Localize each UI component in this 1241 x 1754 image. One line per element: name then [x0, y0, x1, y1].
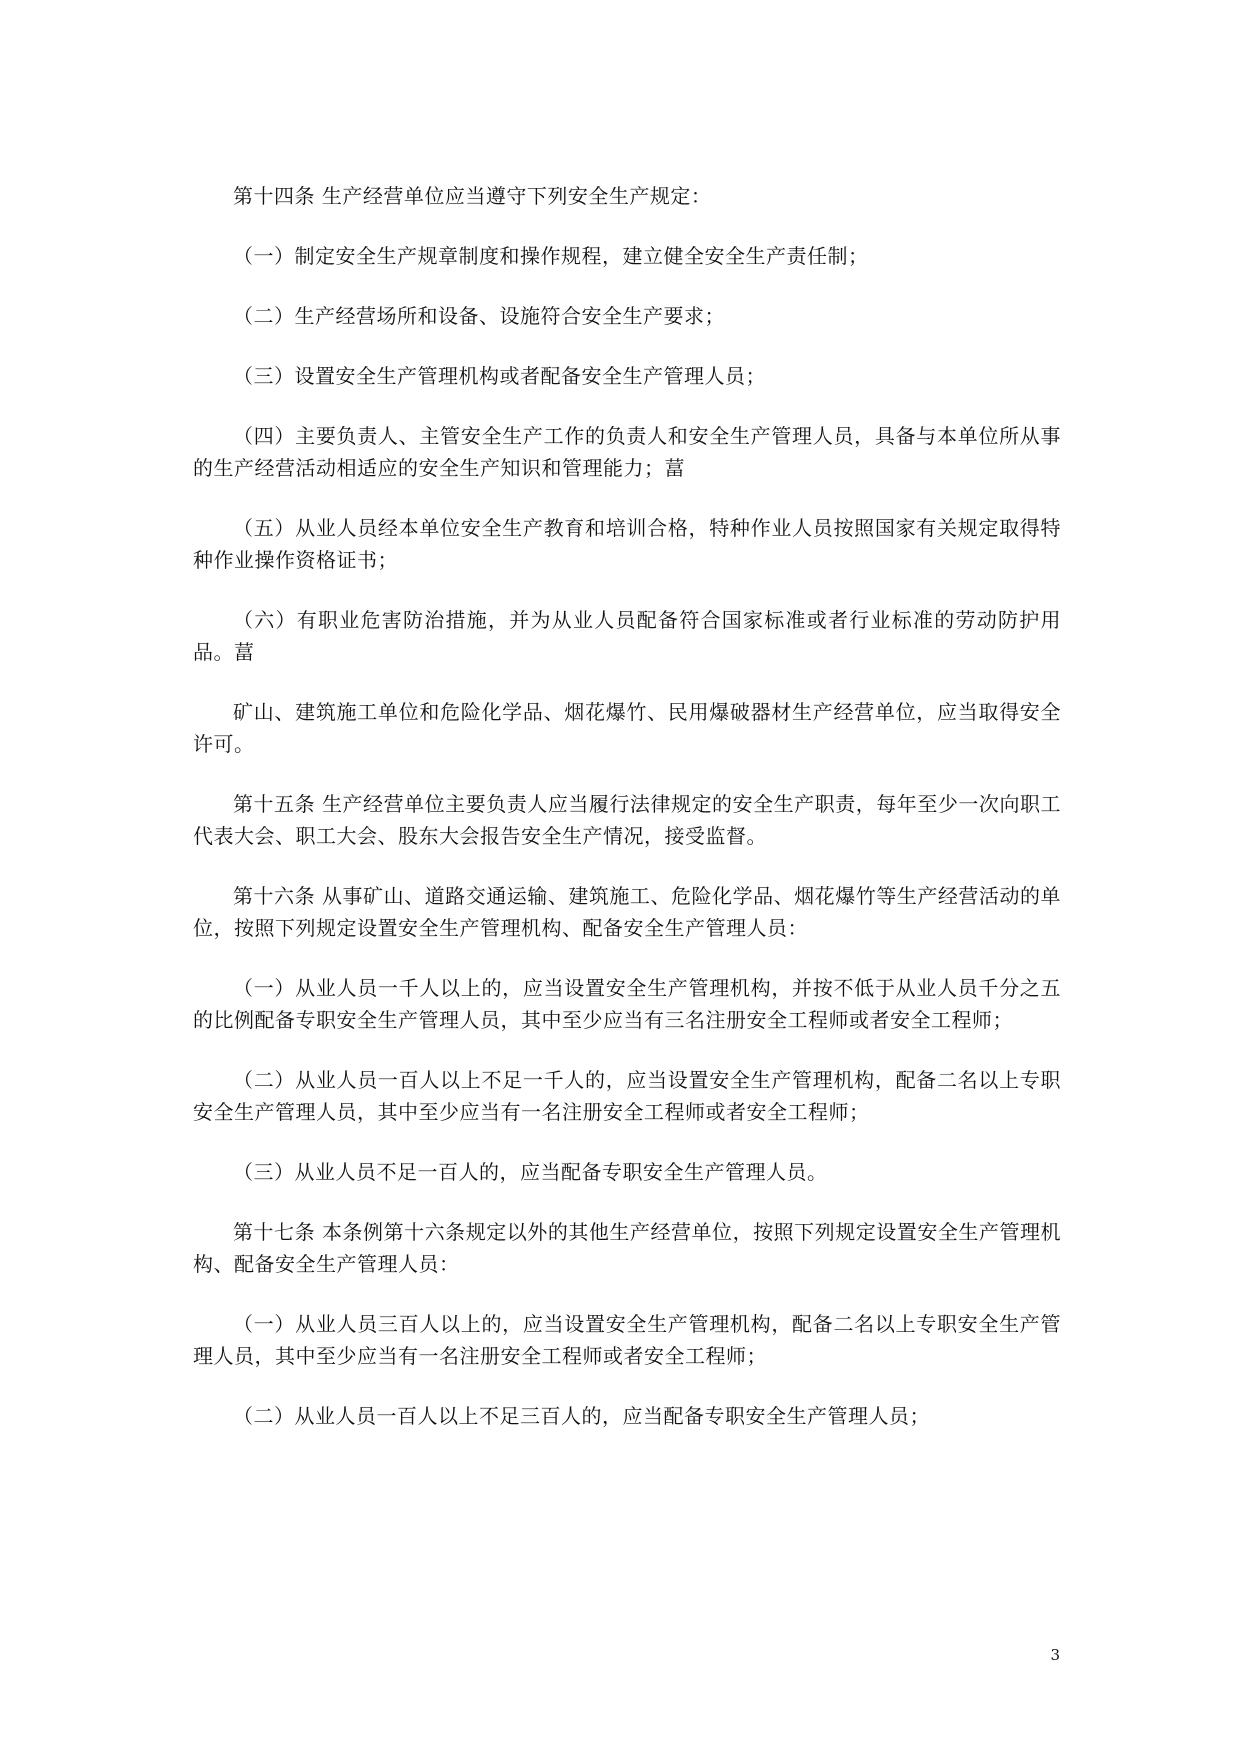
article-14-heading: 第十四条 生产经营单位应当遵守下列安全生产规定： — [233, 184, 712, 208]
article-17-item-1: （一）从业人员三百人以上的，应当设置安全生产管理机构，配备二名以上专职安全生产管理人员，其中至少应当有一名注册安全工程师或者安全工程师； — [193, 1312, 1061, 1368]
article-14-item-5: （五）从业人员经本单位安全生产教育和培训合格，特种作业人员按照国家有关规定取得特种作业操作资格证书； — [193, 516, 1061, 572]
article-16-item-2: （二）从业人员一百人以上不足一千人的，应当设置安全生产管理机构，配备二名以上专职安全生产管理人员，其中至少应当有一名注册安全工程师或者安全工程师； — [193, 1068, 1061, 1124]
article-16-item-3: （三）从业人员不足一百人的，应当配备专职安全生产管理人员。 — [233, 1160, 828, 1184]
article-14-item-1: （一）制定安全生产规章制度和操作规程，建立健全安全生产责任制； — [233, 244, 869, 268]
document-body — [193, 180, 1061, 1460]
article-14-item-4: （四）主要负责人、主管安全生产工作的负责人和安全生产管理人员，具备与本单位所从事的生产经营活动相适应的安全生产知识和管理能力；葍 — [193, 424, 1061, 480]
article-17-heading: 第十七条 本条例第十六条规定以外的其他生产经营单位，按照下列规定设置安全生产管理机构、配备安全生产管理人员： — [193, 1220, 1061, 1276]
article-14-item-2: （二）生产经营场所和设备、设施符合安全生产要求； — [233, 304, 725, 328]
article-14-item-3: （三）设置安全生产管理机构或者配备安全生产管理人员； — [233, 364, 766, 388]
article-17-item-2: （二）从业人员一百人以上不足三百人的，应当配备专职安全生产管理人员； — [233, 1404, 930, 1428]
article-14-item-6: （六）有职业危害防治措施，并为从业人员配备符合国家标准或者行业标准的劳动防护用品。葍 — [193, 608, 1061, 664]
article-15-paragraph: 第十五条 生产经营单位主要负责人应当履行法律规定的安全生产职责，每年至少一次向职工代表大会、职工大会、股东大会报告安全生产情况，接受监督。 — [193, 792, 1061, 848]
article-16-item-1: （一）从业人员一千人以上的，应当设置安全生产管理机构，并按不低于从业人员千分之五的比例配备专职安全生产管理人员，其中至少应当有三名注册安全工程师或者安全工程师； — [193, 976, 1061, 1032]
article-16-heading: 第十六条 从事矿山、道路交通运输、建筑施工、危险化学品、烟花爆竹等生产经营活动的单位，按照下列规定设置安全生产管理机构、配备安全生产管理人员： — [193, 884, 1061, 940]
page-number: 3 — [1050, 1646, 1060, 1664]
article-14-license-paragraph: 矿山、建筑施工单位和危险化学品、烟花爆竹、民用爆破器材生产经营单位，应当取得安全许可。 — [193, 700, 1061, 756]
